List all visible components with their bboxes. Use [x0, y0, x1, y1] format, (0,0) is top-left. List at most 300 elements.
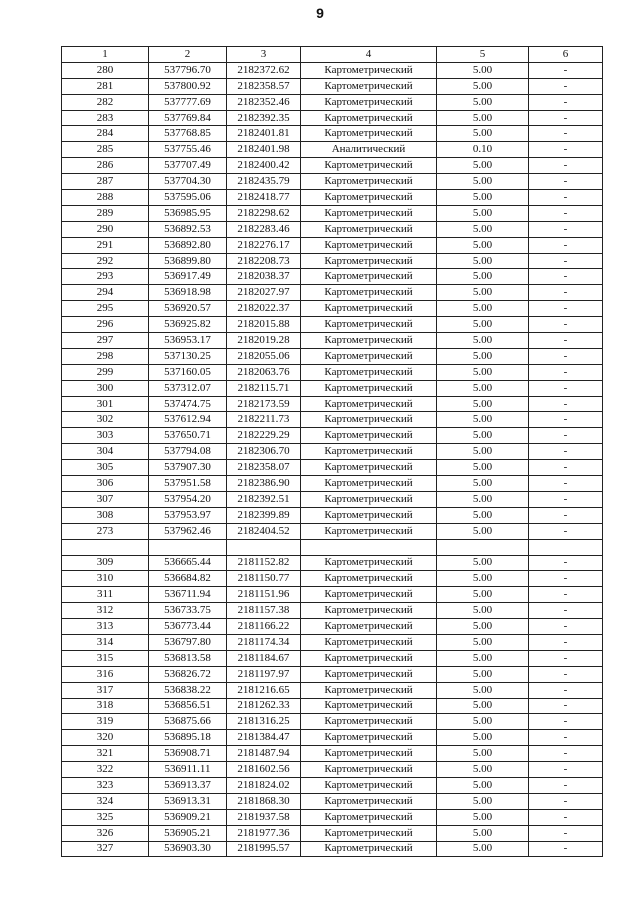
table-cell: Картометрический: [301, 507, 437, 523]
table-row: [62, 746, 603, 762]
table-cell: 537777.69: [149, 94, 227, 110]
table-cell: 5.00: [437, 698, 529, 714]
page-number: 9: [316, 5, 324, 21]
table-cell: 5.00: [437, 285, 529, 301]
header-row: [62, 47, 603, 63]
table-row: [62, 333, 603, 349]
table-cell: Картометрический: [301, 444, 437, 460]
table-cell: 5.00: [437, 126, 529, 142]
table-cell: 326: [62, 825, 149, 841]
table-cell: 536733.75: [149, 603, 227, 619]
table-cell: 2182063.76: [227, 364, 301, 380]
table-cell: 537612.94: [149, 412, 227, 428]
table-cell: 285: [62, 142, 149, 158]
table-cell: 536899.80: [149, 253, 227, 269]
table-row: [62, 78, 603, 94]
table-cell: -: [529, 62, 603, 78]
table-cell: 2182298.62: [227, 205, 301, 221]
table-cell: 2182400.42: [227, 158, 301, 174]
table-row: [62, 714, 603, 730]
table-cell: Картометрический: [301, 396, 437, 412]
table-cell: -: [529, 253, 603, 269]
table-row: [62, 444, 603, 460]
table-row: [62, 269, 603, 285]
table-row: [62, 94, 603, 110]
table-cell: -: [529, 523, 603, 539]
table-cell: 536925.82: [149, 317, 227, 333]
table-cell: 302: [62, 412, 149, 428]
table-cell: Картометрический: [301, 777, 437, 793]
table-row: [62, 825, 603, 841]
table-cell: Картометрический: [301, 317, 437, 333]
table-cell: 2181184.67: [227, 650, 301, 666]
table-cell: Картометрический: [301, 825, 437, 841]
table-cell: 537704.30: [149, 174, 227, 190]
table-cell: 5.00: [437, 301, 529, 317]
table-row: [62, 380, 603, 396]
table-cell: -: [529, 777, 603, 793]
table-cell: Картометрический: [301, 78, 437, 94]
table-cell: 321: [62, 746, 149, 762]
table-cell: 2181937.58: [227, 809, 301, 825]
table-cell: 537650.71: [149, 428, 227, 444]
table-cell: Картометрический: [301, 619, 437, 635]
table-cell: 536665.44: [149, 555, 227, 571]
table-row: [62, 190, 603, 206]
table-cell: 536875.66: [149, 714, 227, 730]
table-cell: -: [529, 587, 603, 603]
table-cell: 537962.46: [149, 523, 227, 539]
table-cell: 304: [62, 444, 149, 460]
table-cell: -: [529, 841, 603, 857]
table-cell: -: [529, 237, 603, 253]
table-cell: 536908.71: [149, 746, 227, 762]
table-cell: Картометрический: [301, 364, 437, 380]
table-cell: 281: [62, 78, 149, 94]
table-cell: [301, 539, 437, 555]
table-cell: 322: [62, 762, 149, 778]
table-cell: -: [529, 110, 603, 126]
table-cell: 537954.20: [149, 491, 227, 507]
table-cell: 536684.82: [149, 571, 227, 587]
table-cell: 5.00: [437, 634, 529, 650]
table-cell: 2181151.96: [227, 587, 301, 603]
table-row: [62, 412, 603, 428]
table-cell: 2182401.81: [227, 126, 301, 142]
table-cell: 319: [62, 714, 149, 730]
table-cell: -: [529, 809, 603, 825]
table-cell: 2181995.57: [227, 841, 301, 857]
table-cell: Картометрический: [301, 333, 437, 349]
table-cell: 315: [62, 650, 149, 666]
table-cell: 5.00: [437, 380, 529, 396]
table-cell: 2181262.33: [227, 698, 301, 714]
table-cell: -: [529, 190, 603, 206]
table-cell: -: [529, 285, 603, 301]
table-cell: 2182358.07: [227, 460, 301, 476]
table-cell: 2182283.46: [227, 221, 301, 237]
column-header: 4: [301, 47, 437, 63]
table-cell: Картометрический: [301, 205, 437, 221]
table-cell: -: [529, 491, 603, 507]
table-cell: 299: [62, 364, 149, 380]
table-cell: 536909.21: [149, 809, 227, 825]
table-row: [62, 666, 603, 682]
table-cell: Картометрический: [301, 682, 437, 698]
table-cell: 536797.80: [149, 634, 227, 650]
table-cell: 2182022.37: [227, 301, 301, 317]
table-cell: 317: [62, 682, 149, 698]
table-cell: 284: [62, 126, 149, 142]
table-cell: 5.00: [437, 412, 529, 428]
table-cell: -: [529, 205, 603, 221]
table-cell: 536826.72: [149, 666, 227, 682]
table-cell: Картометрический: [301, 523, 437, 539]
table-cell: 313: [62, 619, 149, 635]
table-cell: 2181174.34: [227, 634, 301, 650]
table-cell: 5.00: [437, 396, 529, 412]
table-cell: 280: [62, 62, 149, 78]
table-cell: 311: [62, 587, 149, 603]
table-cell: Картометрический: [301, 555, 437, 571]
table-row: [62, 555, 603, 571]
table-cell: -: [529, 762, 603, 778]
table-cell: Картометрический: [301, 301, 437, 317]
table-cell: 316: [62, 666, 149, 682]
table-cell: 325: [62, 809, 149, 825]
table-cell: 536953.17: [149, 333, 227, 349]
table-cell: -: [529, 460, 603, 476]
table-cell: 2181157.38: [227, 603, 301, 619]
table-row: [62, 317, 603, 333]
table-cell: [227, 539, 301, 555]
table-row: [62, 650, 603, 666]
table-cell: Картометрический: [301, 476, 437, 492]
table-cell: Картометрический: [301, 190, 437, 206]
table-cell: -: [529, 317, 603, 333]
table-cell: 290: [62, 221, 149, 237]
table-cell: 2182358.57: [227, 78, 301, 94]
table-cell: 289: [62, 205, 149, 221]
table-row: [62, 174, 603, 190]
table-cell: 286: [62, 158, 149, 174]
table-cell: 2182401.98: [227, 142, 301, 158]
table-cell: Картометрический: [301, 666, 437, 682]
table-cell: -: [529, 555, 603, 571]
table-cell: 537794.08: [149, 444, 227, 460]
table-cell: Картометрический: [301, 126, 437, 142]
table-cell: 318: [62, 698, 149, 714]
table-cell: -: [529, 333, 603, 349]
table-cell: 5.00: [437, 793, 529, 809]
table-cell: 536920.57: [149, 301, 227, 317]
table-cell: 536856.51: [149, 698, 227, 714]
table-cell: [437, 539, 529, 555]
table-cell: Картометрический: [301, 348, 437, 364]
table-cell: 536985.95: [149, 205, 227, 221]
table-cell: 288: [62, 190, 149, 206]
table-cell: 2181197.97: [227, 666, 301, 682]
table-cell: 300: [62, 380, 149, 396]
table-cell: 2182038.37: [227, 269, 301, 285]
table-row: [62, 428, 603, 444]
table-cell: Картометрический: [301, 491, 437, 507]
table-cell: 2182435.79: [227, 174, 301, 190]
table-row: [62, 205, 603, 221]
table-cell: 537707.49: [149, 158, 227, 174]
table-cell: Картометрический: [301, 634, 437, 650]
table-cell: -: [529, 650, 603, 666]
table-cell: 537769.84: [149, 110, 227, 126]
table-cell: 537595.06: [149, 190, 227, 206]
table-cell: -: [529, 380, 603, 396]
table-cell: Картометрический: [301, 269, 437, 285]
table-cell: 5.00: [437, 507, 529, 523]
table-cell: 5.00: [437, 603, 529, 619]
table-cell: 537907.30: [149, 460, 227, 476]
table-cell: -: [529, 301, 603, 317]
table-row: [62, 682, 603, 698]
table-cell: 2181487.94: [227, 746, 301, 762]
table-cell: 5.00: [437, 460, 529, 476]
table-cell: 2182404.52: [227, 523, 301, 539]
table-cell: -: [529, 603, 603, 619]
table-cell: 2181150.77: [227, 571, 301, 587]
table-row: [62, 634, 603, 650]
table-row: [62, 110, 603, 126]
table-cell: 537474.75: [149, 396, 227, 412]
table-cell: 2181824.02: [227, 777, 301, 793]
table-row: [62, 730, 603, 746]
table-row: [62, 603, 603, 619]
table-cell: 537951.58: [149, 476, 227, 492]
table-cell: 314: [62, 634, 149, 650]
table-cell: 2182019.28: [227, 333, 301, 349]
table-cell: -: [529, 269, 603, 285]
table-cell: 5.00: [437, 571, 529, 587]
table-cell: -: [529, 619, 603, 635]
table-cell: -: [529, 364, 603, 380]
table-cell: 5.00: [437, 587, 529, 603]
table-cell: 536895.18: [149, 730, 227, 746]
table-row: [62, 698, 603, 714]
table-cell: Картометрический: [301, 412, 437, 428]
table-cell: 536892.53: [149, 221, 227, 237]
table-cell: -: [529, 126, 603, 142]
table-row: [62, 285, 603, 301]
column-header: 1: [62, 47, 149, 63]
table-cell: Картометрический: [301, 603, 437, 619]
table-cell: 323: [62, 777, 149, 793]
table-row: [62, 396, 603, 412]
table-row: [62, 587, 603, 603]
table-row: [62, 809, 603, 825]
table-cell: 5.00: [437, 221, 529, 237]
table-cell: -: [529, 78, 603, 94]
table-cell: 536913.31: [149, 793, 227, 809]
table-cell: 536892.80: [149, 237, 227, 253]
table-cell: Картометрический: [301, 285, 437, 301]
table-cell: 536905.21: [149, 825, 227, 841]
table-cell: [529, 539, 603, 555]
table-cell: 2181166.22: [227, 619, 301, 635]
table-row: [62, 301, 603, 317]
table-header: [62, 47, 603, 63]
table-cell: -: [529, 507, 603, 523]
table-cell: -: [529, 174, 603, 190]
table-cell: 536917.49: [149, 269, 227, 285]
table-cell: 2181977.36: [227, 825, 301, 841]
table-cell: -: [529, 221, 603, 237]
table-cell: -: [529, 793, 603, 809]
table-row: [62, 158, 603, 174]
table-cell: -: [529, 476, 603, 492]
table-cell: 2182027.97: [227, 285, 301, 301]
coordinates-table: [61, 46, 603, 857]
table-cell: 5.00: [437, 364, 529, 380]
table-cell: 293: [62, 269, 149, 285]
table-cell: 5.00: [437, 809, 529, 825]
table-cell: 324: [62, 793, 149, 809]
table-cell: Картометрический: [301, 809, 437, 825]
table-row: [62, 476, 603, 492]
table-cell: 5.00: [437, 174, 529, 190]
table-cell: 2182055.06: [227, 348, 301, 364]
table-cell: 273: [62, 523, 149, 539]
table-cell: 5.00: [437, 825, 529, 841]
table-row: [62, 762, 603, 778]
table-cell: 5.00: [437, 777, 529, 793]
table-cell: Картометрический: [301, 841, 437, 857]
table-cell: 5.00: [437, 237, 529, 253]
table-cell: 536711.94: [149, 587, 227, 603]
table-cell: 306: [62, 476, 149, 492]
table-cell: 287: [62, 174, 149, 190]
table-cell: 2181602.56: [227, 762, 301, 778]
table-cell: 537796.70: [149, 62, 227, 78]
table-cell: -: [529, 158, 603, 174]
table-cell: -: [529, 666, 603, 682]
table-cell: 5.00: [437, 476, 529, 492]
table-cell: Картометрический: [301, 253, 437, 269]
table-cell: 309: [62, 555, 149, 571]
table-row: [62, 571, 603, 587]
table-cell: 536911.11: [149, 762, 227, 778]
table-cell: 537768.85: [149, 126, 227, 142]
table-cell: 536838.22: [149, 682, 227, 698]
table-row: [62, 841, 603, 857]
table-cell: 295: [62, 301, 149, 317]
column-header: 6: [529, 47, 603, 63]
table-cell: Картометрический: [301, 650, 437, 666]
table-cell: 2182229.29: [227, 428, 301, 444]
table-cell: 2182115.71: [227, 380, 301, 396]
table-cell: -: [529, 634, 603, 650]
table-cell: 2182392.35: [227, 110, 301, 126]
table-cell: Картометрический: [301, 762, 437, 778]
table-cell: 2182386.90: [227, 476, 301, 492]
table-cell: -: [529, 396, 603, 412]
table-cell: 2181384.47: [227, 730, 301, 746]
column-header: 3: [227, 47, 301, 63]
table-cell: 291: [62, 237, 149, 253]
table-cell: 312: [62, 603, 149, 619]
table-cell: 298: [62, 348, 149, 364]
table-row: [62, 348, 603, 364]
table-cell: 2182208.73: [227, 253, 301, 269]
table-row: [62, 460, 603, 476]
table-row: [62, 777, 603, 793]
table-cell: 5.00: [437, 269, 529, 285]
table-cell: 536918.98: [149, 285, 227, 301]
table-cell: [149, 539, 227, 555]
table-cell: Картометрический: [301, 62, 437, 78]
table-cell: 537312.07: [149, 380, 227, 396]
table-cell: Картометрический: [301, 94, 437, 110]
table-cell: 297: [62, 333, 149, 349]
table-cell: -: [529, 730, 603, 746]
table-cell: 5.00: [437, 491, 529, 507]
table-cell: 294: [62, 285, 149, 301]
table-cell: Картометрический: [301, 587, 437, 603]
table-row: [62, 62, 603, 78]
table-cell: 5.00: [437, 78, 529, 94]
table-cell: -: [529, 698, 603, 714]
table-cell: 2182211.73: [227, 412, 301, 428]
table-cell: Аналитический: [301, 142, 437, 158]
table-cell: 320: [62, 730, 149, 746]
table-cell: 5.00: [437, 762, 529, 778]
table-cell: Картометрический: [301, 793, 437, 809]
table-cell: 5.00: [437, 730, 529, 746]
table-cell: 5.00: [437, 444, 529, 460]
table-cell: 2182173.59: [227, 396, 301, 412]
table-cell: -: [529, 412, 603, 428]
table-cell: Картометрический: [301, 237, 437, 253]
table-row: [62, 539, 603, 555]
table-cell: -: [529, 444, 603, 460]
table-cell: 5.00: [437, 158, 529, 174]
table-cell: 5.00: [437, 555, 529, 571]
table-cell: -: [529, 746, 603, 762]
table-cell: 536913.37: [149, 777, 227, 793]
table-cell: 5.00: [437, 746, 529, 762]
table-cell: 2182392.51: [227, 491, 301, 507]
table-cell: 2182306.70: [227, 444, 301, 460]
table-cell: 5.00: [437, 205, 529, 221]
table-cell: 536773.44: [149, 619, 227, 635]
table-cell: 5.00: [437, 523, 529, 539]
table-row: [62, 523, 603, 539]
table-cell: 292: [62, 253, 149, 269]
table-cell: 5.00: [437, 682, 529, 698]
table-cell: 308: [62, 507, 149, 523]
table-cell: 5.00: [437, 841, 529, 857]
table-cell: 296: [62, 317, 149, 333]
column-header: 2: [149, 47, 227, 63]
table-cell: 282: [62, 94, 149, 110]
table-cell: 5.00: [437, 650, 529, 666]
table-cell: 536903.30: [149, 841, 227, 857]
table-row: [62, 221, 603, 237]
table-cell: -: [529, 348, 603, 364]
table-cell: 2181216.65: [227, 682, 301, 698]
table-cell: 301: [62, 396, 149, 412]
table-cell: Картометрический: [301, 571, 437, 587]
table-cell: 536813.58: [149, 650, 227, 666]
table-cell: Картометрический: [301, 730, 437, 746]
table-row: [62, 491, 603, 507]
